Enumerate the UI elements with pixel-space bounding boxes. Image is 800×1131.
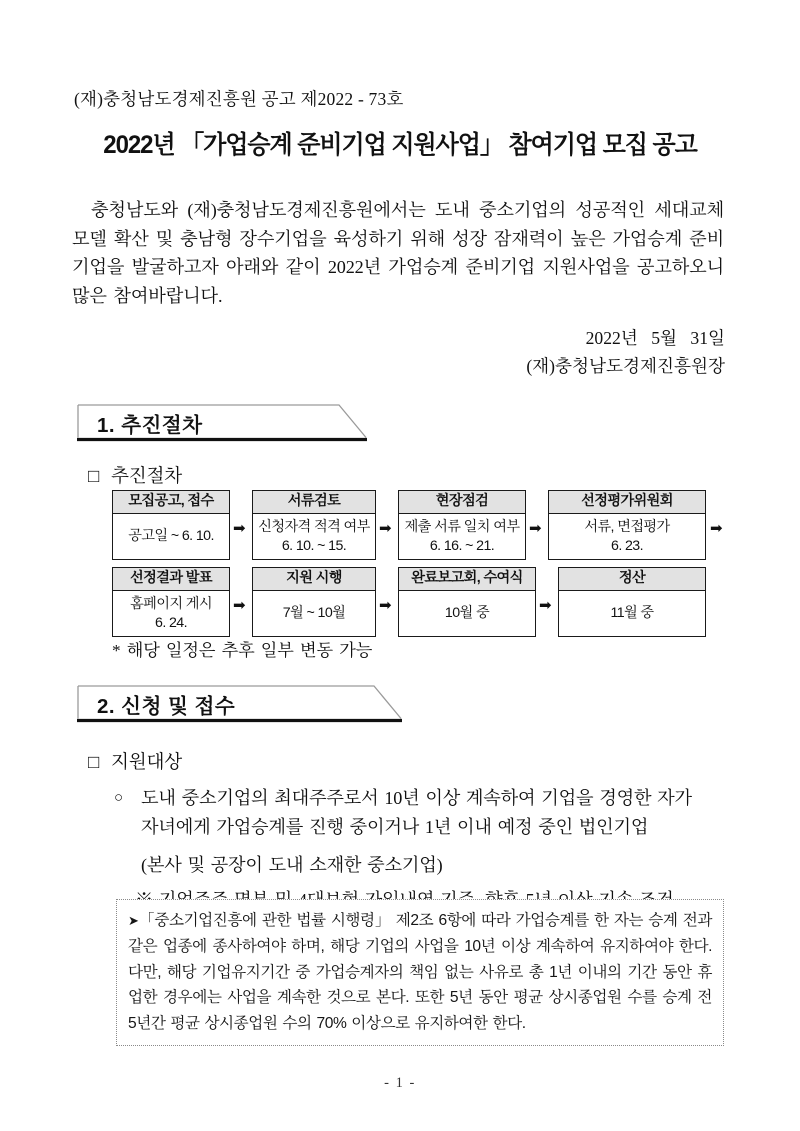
- flow-box-line: 11월 중: [610, 605, 654, 621]
- flow-box-header: 선정결과 발표: [113, 568, 229, 591]
- flow-box-line: 신청자격 적격 여부: [258, 518, 370, 535]
- flow-box: [252, 567, 376, 637]
- arrow-right-icon: ➡: [379, 596, 392, 614]
- flow-box-line: 서류, 면접평가: [584, 518, 670, 535]
- square-bullet-icon: □: [88, 752, 100, 773]
- flow-box-line: 6. 24.: [155, 614, 187, 631]
- signature-organization: (재)충청남도경제진흥원장: [526, 356, 725, 376]
- flow-box-body: [253, 591, 375, 636]
- flow-box-header: 지원 시행: [253, 568, 375, 591]
- arrow-right-icon: ➡: [379, 519, 392, 537]
- eligibility-item-2: (본사 및 공장이 도내 소재한 중소기업): [141, 855, 443, 875]
- eligibility-item-1-line-1: 도내 중소기업의 최대주주로서 10년 이상 계속하여 기업을 경영한 자가: [141, 788, 692, 808]
- flow-box: [112, 567, 230, 637]
- subhead-eligibility-label: 지원대상: [111, 752, 183, 773]
- flow-chart-note: * 해당 일정은 추후 일부 변동 가능: [112, 641, 373, 660]
- flow-box-body: [399, 591, 535, 636]
- flow-box: [558, 567, 706, 637]
- flow-box-line: 6. 16. ~ 21.: [429, 537, 495, 554]
- document-number: (재)충청남도경제진흥원 공고 제2022 - 73호: [74, 89, 404, 109]
- law-quote-body: 「중소기업진흥에 관한 법률 시행령」 제2조 6항에 따라 가업승계를 한 자는 승계 전과 같은 업종에 종사하여야 하며, 해당 기업의 사업을 10년 이상 계속하여 유지하여야 한다. 다만, 해당 기업유지기간 중 가업승계자의 책임 없는 사유로 총 1년 이내의 기간 동안 휴업한 경우에는 사업을 계속한 것으로 본다. 또한 5년 동안 평균 상시종업원 수를 승계 전 5년간 평균 상시종업원 수의 70% 이상으로 유지하여한 한다.: [128, 912, 712, 1032]
- flow-box: [548, 490, 706, 560]
- flow-box-body: [113, 591, 229, 636]
- section-1-banner-label: 1. 추진절차: [97, 414, 203, 437]
- page-number: - 1 -: [384, 1075, 416, 1091]
- arrow-right-icon: ➡: [233, 596, 246, 614]
- arrow-right-icon: ➡: [529, 519, 542, 537]
- circle-bullet-icon: ○: [114, 790, 123, 806]
- flow-box-header: 선정평가위원회: [549, 491, 705, 514]
- flow-box-header: 정산: [559, 568, 705, 591]
- flow-box: [398, 490, 526, 560]
- subhead-procedure-label: 추진절차: [111, 466, 183, 487]
- flow-box-line: 6. 23.: [611, 537, 643, 554]
- arrow-right-icon: ➡: [710, 519, 723, 537]
- eligibility-item-1: [114, 784, 726, 841]
- law-quote-text: [128, 908, 712, 1036]
- flow-box-body: [113, 514, 229, 559]
- flow-box-body: [559, 591, 705, 636]
- subhead-eligibility: [88, 748, 182, 774]
- flow-box-body: [549, 514, 705, 559]
- flow-box: [112, 490, 230, 560]
- intro-paragraph: 충청남도와 (재)충청남도경제진흥원에서는 도내 중소기업의 성공적인 세대교체 모델 확산 및 충남형 장수기업을 육성하기 위해 성장 잠재력이 높은 가업승계 준비기업을 발굴하고자 아래와 같이 2022년 가업승계 준비기업 지원사업을 공고하오니 많은 참여바랍니다.: [72, 200, 724, 306]
- flow-box-line: 7월 ~ 10월: [282, 605, 346, 621]
- flow-box-line: 제출 서류 일치 여부: [404, 518, 520, 535]
- flow-box-header: 모집공고, 접수: [113, 491, 229, 514]
- law-quote-box: [116, 899, 724, 1046]
- section-2-banner: [77, 685, 402, 723]
- flow-box-body: [253, 514, 375, 559]
- flow-box-header: 완료보고회, 수여식: [399, 568, 535, 591]
- flow-box-header: 서류검토: [253, 491, 375, 514]
- section-2-banner-label: 2. 신청 및 접수: [97, 695, 236, 718]
- flow-box-line: 공고일 ~ 6. 10.: [128, 528, 214, 544]
- square-bullet-icon: □: [88, 466, 100, 487]
- signature-date: 2022년 5월 31일: [585, 328, 725, 348]
- arrow-right-icon: ➡: [233, 519, 246, 537]
- flow-box: [252, 490, 376, 560]
- subhead-procedure: [88, 462, 182, 488]
- triangle-right-icon: ➤: [128, 914, 139, 929]
- flow-box: [398, 567, 536, 637]
- page-title: 2022년 「가업승계 준비기업 지원사업」 참여기업 모집 공고: [103, 131, 697, 159]
- eligibility-item-1-line-2: 자녀에게 가업승계를 진행 중이거나 1년 이내 예정 중인 법인기업: [141, 816, 649, 837]
- arrow-right-icon: ➡: [539, 596, 552, 614]
- section-1-banner: [77, 404, 367, 442]
- flow-box-body: [399, 514, 525, 559]
- flow-box-line: 홈페이지 게시: [130, 595, 212, 612]
- flow-box-line: 10월 중: [444, 605, 490, 621]
- flow-box-line: 6. 10. ~ 15.: [281, 537, 347, 554]
- flow-box-header: 현장점검: [399, 491, 525, 514]
